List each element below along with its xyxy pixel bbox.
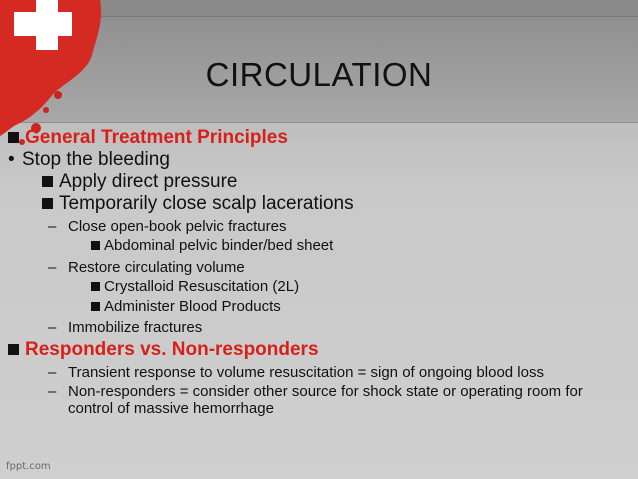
dash-bullet-icon: – — [48, 259, 57, 276]
dash-bullet-icon: – — [48, 364, 57, 381]
bullet-text: Abdominal pelvic binder/bed sheet — [104, 237, 334, 254]
bullet-text: Stop the bleeding — [22, 149, 170, 170]
square-bullet-icon — [91, 241, 100, 250]
dash-bullet-icon: – — [48, 218, 57, 235]
bullet-item — [8, 149, 628, 171]
bullet-item — [8, 339, 628, 361]
slide-body — [8, 127, 628, 417]
bullet-text: Crystalloid Resuscitation (2L) — [104, 278, 300, 295]
bullet-text: General Treatment Principles — [25, 127, 288, 148]
bullet-item — [8, 364, 628, 381]
dash-bullet-icon: – — [48, 383, 57, 400]
dash-bullet-icon: – — [48, 319, 57, 336]
bullet-text: Immobilize fractures — [68, 319, 203, 336]
bullet-item — [8, 259, 628, 276]
square-bullet-icon — [8, 344, 19, 355]
bullet-text: Close open-book pelvic fractures — [68, 218, 287, 235]
square-bullet-icon — [91, 282, 100, 291]
bullet-item — [8, 193, 628, 215]
slide-title: CIRCULATION — [205, 56, 433, 93]
dot-bullet-icon: • — [8, 149, 15, 170]
bullet-item — [8, 383, 628, 417]
bullet-text: Administer Blood Products — [104, 298, 281, 315]
bullet-text: Transient response to volume resuscitation = sign of ongoing blood loss — [68, 364, 544, 381]
bullet-item — [8, 127, 628, 149]
bullet-item — [8, 298, 628, 316]
bullet-text: Non-responders = consider other source for shock state or operating room for control of massive hemorrhage — [68, 383, 583, 417]
footer-brand: fppt.com — [6, 461, 51, 472]
square-bullet-icon — [42, 176, 53, 187]
square-bullet-icon — [8, 132, 19, 143]
bullet-text: Apply direct pressure — [59, 171, 238, 192]
square-bullet-icon — [42, 198, 53, 209]
bullet-text: Restore circulating volume — [68, 259, 245, 276]
bullet-item — [8, 237, 628, 255]
bullet-item — [8, 319, 628, 336]
square-bullet-icon — [91, 302, 100, 311]
bullet-item — [8, 218, 628, 235]
bullet-text: Responders vs. Non-responders — [25, 339, 319, 360]
bullet-item — [8, 171, 628, 193]
bullet-item — [8, 278, 628, 296]
bullet-text: Temporarily close scalp lacerations — [59, 193, 354, 214]
